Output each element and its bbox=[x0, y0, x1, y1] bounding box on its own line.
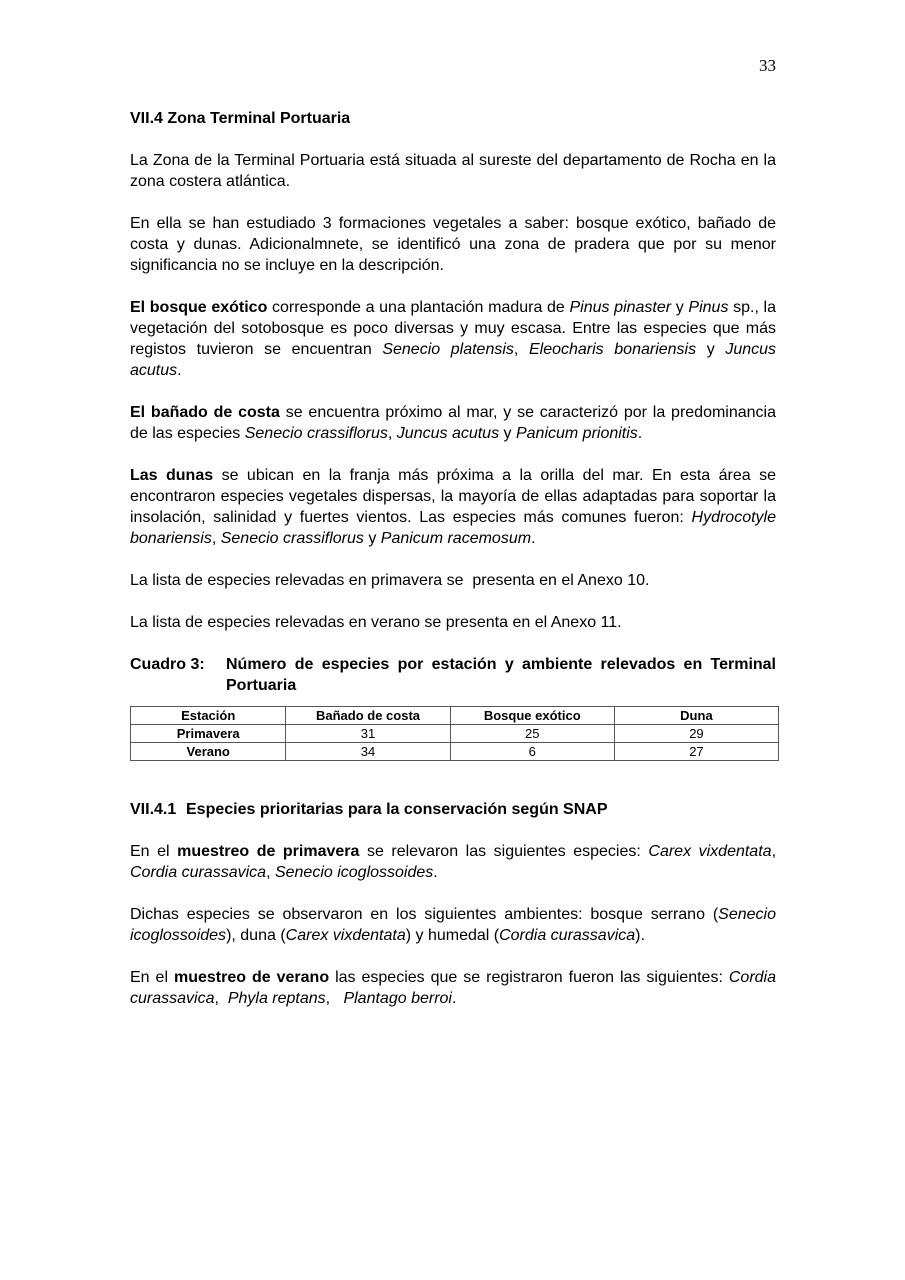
paragraph-location: La Zona de la Terminal Portuaria está situada al sureste del departamento de Rocha en la zona costera atlántica. bbox=[130, 152, 776, 190]
table-cell: 6 bbox=[450, 743, 614, 761]
table-caption-label: Cuadro 3: bbox=[130, 656, 205, 673]
subsection-heading bbox=[130, 799, 776, 820]
table-row bbox=[131, 725, 779, 743]
table-row bbox=[131, 743, 779, 761]
column-header: Bañado de costa bbox=[286, 707, 450, 725]
subsection-number: VII.4.1 bbox=[130, 801, 177, 818]
paragraph-muestreo-primavera: En el muestreo de primavera se relevaron las siguientes especies: Carex vixdentata, Cordia curassavica, Senecio icoglossoides. bbox=[130, 843, 777, 881]
row-header: Verano bbox=[131, 743, 286, 761]
subsection-title: Especies prioritarias para la conservación según SNAP bbox=[186, 801, 608, 818]
table-cell: 27 bbox=[614, 743, 778, 761]
paragraph-formations: En ella se han estudiado 3 formaciones vegetales a saber: bosque exótico, bañado de costa y dunas. Adicionalmnete, se identificó una zona de pradera que por su menor significancia no se incluye en la descripción. bbox=[130, 215, 776, 274]
column-header: Estación bbox=[131, 707, 286, 725]
paragraph-anexo-verano: La lista de especies relevadas en verano se presenta en el Anexo 11. bbox=[130, 614, 622, 631]
paragraph-bosque-exotico: El bosque exótico corresponde a una plantación madura de Pinus pinaster y Pinus sp., la vegetación del sotobosque es poco diversas y muy escasa. Entre las especies que más registos tuvieron se encuentran Senecio platensis, Eleocharis bonariensis y Juncus acutus. bbox=[130, 299, 777, 379]
page-number: 33 bbox=[759, 56, 776, 75]
table-cell: 25 bbox=[450, 725, 614, 743]
section-heading: VII.4 Zona Terminal Portuaria bbox=[130, 110, 351, 127]
page-content bbox=[130, 108, 776, 1009]
paragraph-muestreo-verano: En el muestreo de verano las especies que se registraron fueron las siguientes: Cordia curassavica, Phyla reptans, Plantago berroi. bbox=[130, 969, 777, 1007]
paragraph-ambientes: Dichas especies se observaron en los siguientes ambientes: bosque serrano (Senecio icoglossoides), duna (Carex vixdentata) y humedal (Cordia curassavica). bbox=[130, 906, 776, 944]
table-cell: 29 bbox=[614, 725, 778, 743]
table-cell: 34 bbox=[286, 743, 450, 761]
species-count-table bbox=[130, 706, 779, 761]
column-header: Bosque exótico bbox=[450, 707, 614, 725]
paragraph-dunas: Las dunas se ubican en la franja más próxima a la orilla del mar. En esta área se encontraron especies vegetales dispersas, la mayoría de ellas adaptadas para soportar la insolación, salinidad y fuertes vientos. Las especies más comunes fueron: Hydrocotyle bonariensis, Senecio crassiflorus y Panicum racemosum. bbox=[130, 467, 777, 547]
paragraph-banado-costa: El bañado de costa se encuentra próximo al mar, y se caracterizó por la predominancia de las especies Senecio crassiflorus, Juncus acutus y Panicum prionitis. bbox=[130, 404, 777, 442]
table-header-row bbox=[131, 707, 779, 725]
table-caption bbox=[130, 654, 776, 696]
table-cell: 31 bbox=[286, 725, 450, 743]
paragraph-anexo-primavera: La lista de especies relevadas en primavera se presenta en el Anexo 10. bbox=[130, 572, 650, 589]
table-caption-text: Número de especies por estación y ambiente relevados en Terminal Portuaria bbox=[226, 656, 776, 694]
row-header: Primavera bbox=[131, 725, 286, 743]
column-header: Duna bbox=[614, 707, 778, 725]
